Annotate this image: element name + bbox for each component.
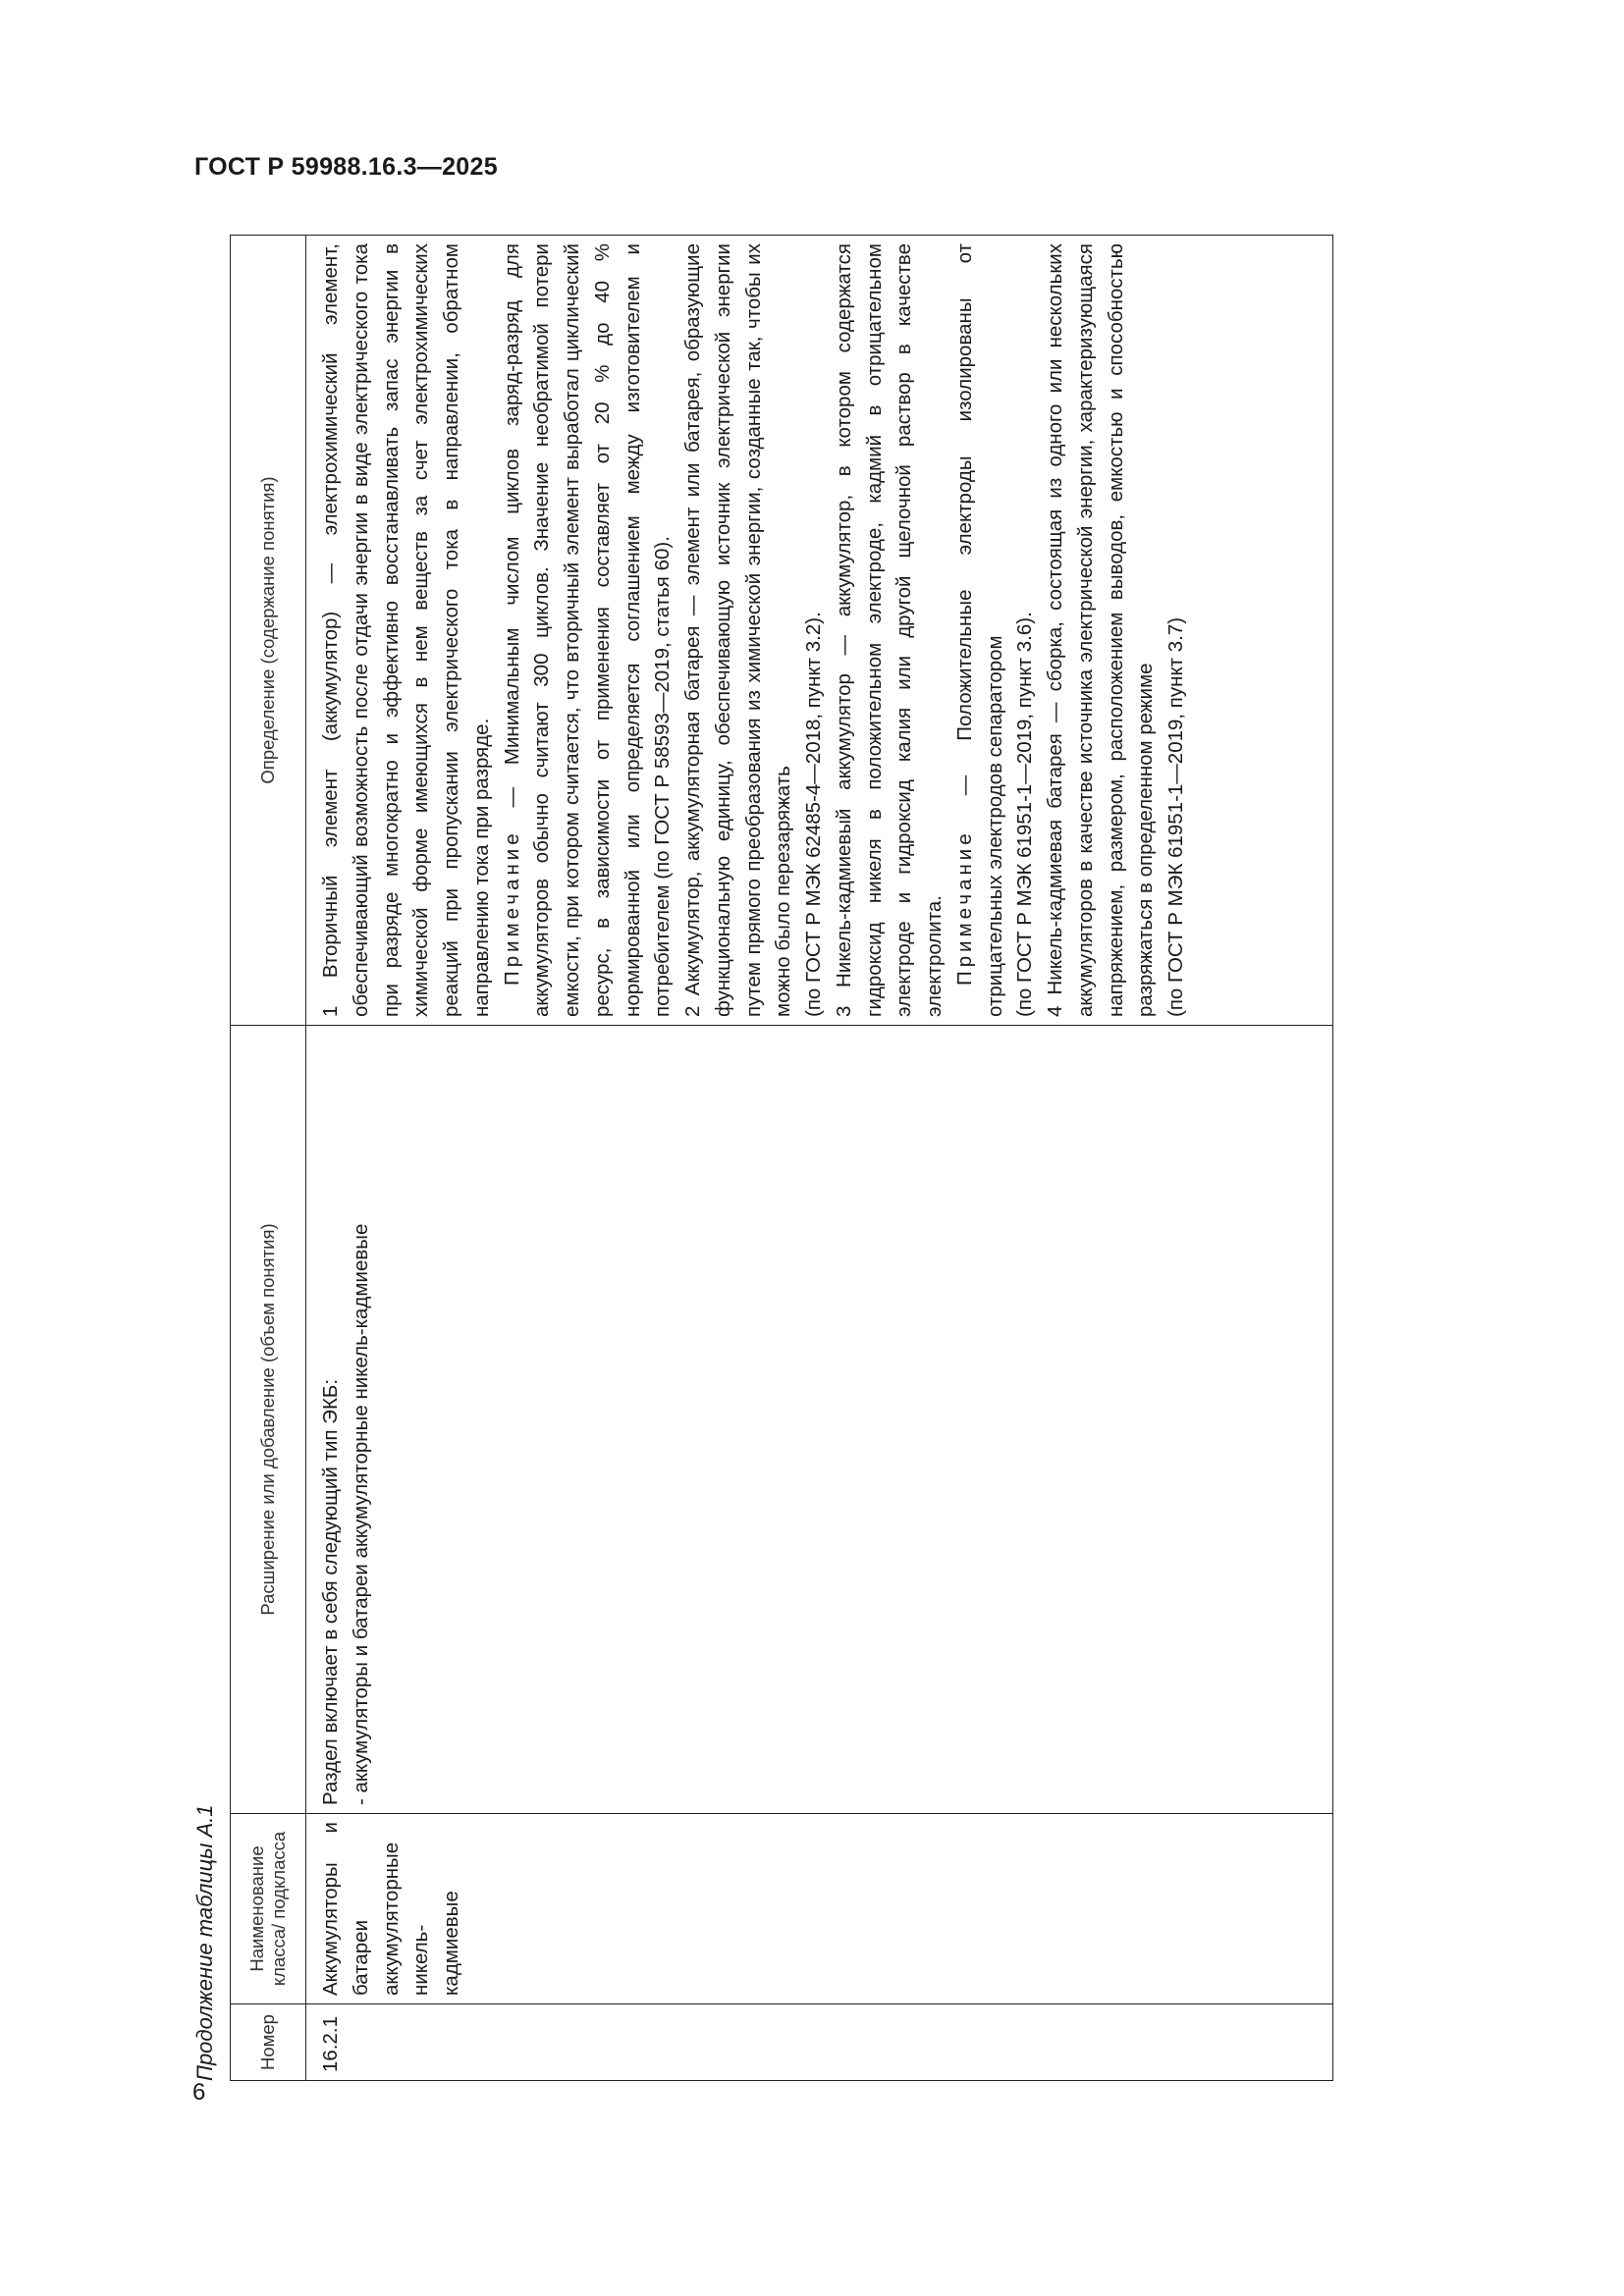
note-1 [498,243,679,1017]
definition-1: 1 Вторичный элемент (аккумулятор) — электрохимический элемент, обеспечивающий возможность после отдачи энергии в виде электрического тока при разряде многократно и эффективно восстанавливать запас энергии в химической форме имеющихся в нем веществ за счет электрохимических реакций при пропускании электрического тока в направлении, обратном направлению тока при разряде. [319,243,493,1017]
header-number: Номер [231,2004,306,2081]
extension-item: - аккумуляторы и батареи аккумуляторные никель-кадмиевые [349,1223,372,1805]
definition-2-ref: (по ГОСТ Р МЭК 62485-4—2018, пункт 3.2). [802,612,825,1017]
note-label-2: Примечание [952,829,976,986]
definition-4: 4 Никель-кадмиевая батарея — сборка, состоящая из одного или нескольких аккумуляторов в качестве источника электрической энергии, характеризующаяся напряжением, размером, расположением выводов, емкостью и способностью разряжаться в определенном режиме [1044,243,1158,1017]
note-2-text: — Положительные электроды изолированы от отрицательных электродов сепаратором [952,243,1006,1017]
definition-3: 3 Никель-кадмиевый аккумулятор — аккумулятор, в котором содержатся гидроксид никеля в положительном электроде, кадмий в отрицательном электроде и гидроксид калия или другой щелочной раствор в качестве электролита. [832,243,946,1017]
cell-name: Аккумуляторы и батареи аккумуляторные никель-кадмиевые [306,1814,1333,2004]
table-header-row [231,236,306,2081]
note-1-text: — Минимальным числом циклов заряд-разряд для аккумуляторов обычно считают 300 циклов. Значение необратимой потери емкости, при котором считается, что вторичный элемент выработал циклический ресурс, в зависимости от применения составляет от 20 % до 40 % нормированной или определяется соглашением между изготовителем и потребителем (по ГОСТ Р 58593—2019, статья 60). [500,243,675,1017]
document-code: ГОСТ Р 59988.16.3—2025 [194,153,498,181]
table-row [306,236,1333,2081]
cell-number: 16.2.1 [306,2004,1333,2081]
extension-intro: Раздел включает в себя следующий тип ЭКБ: [319,1378,342,1805]
cell-definition [306,236,1333,1026]
definition-2: 2 Аккумулятор, аккумуляторная батарея — элемент или батарея, образующие функциональную единицу, обеспечивающую источник электрической энергии путем прямого преобразования из химической энергии, созданные так, чтобы их можно было перезаряжать [681,243,795,1017]
note-2 [950,243,1011,1017]
note-label-1: Примечание [500,829,523,986]
definition-4-ref: (по ГОСТ Р МЭК 61951-1—2019, пункт 3.7) [1164,616,1187,1017]
classification-table [230,235,1333,2081]
note-2-ref: (по ГОСТ Р МЭК 61951-1—2019, пункт 3.6). [1013,612,1037,1017]
header-extension: Расширение или добавление (объем понятия) [231,1026,306,1814]
header-name: Наименование класса/ подкласса [231,1814,306,2004]
page-number: 6 [192,2079,206,2106]
header-definition: Определение (содержание понятия) [231,236,306,1026]
rotated-table-area [192,236,1375,2081]
cell-extension [306,1026,1333,1814]
table-continuation-caption: Продолжение таблицы А.1 [192,1804,217,2081]
